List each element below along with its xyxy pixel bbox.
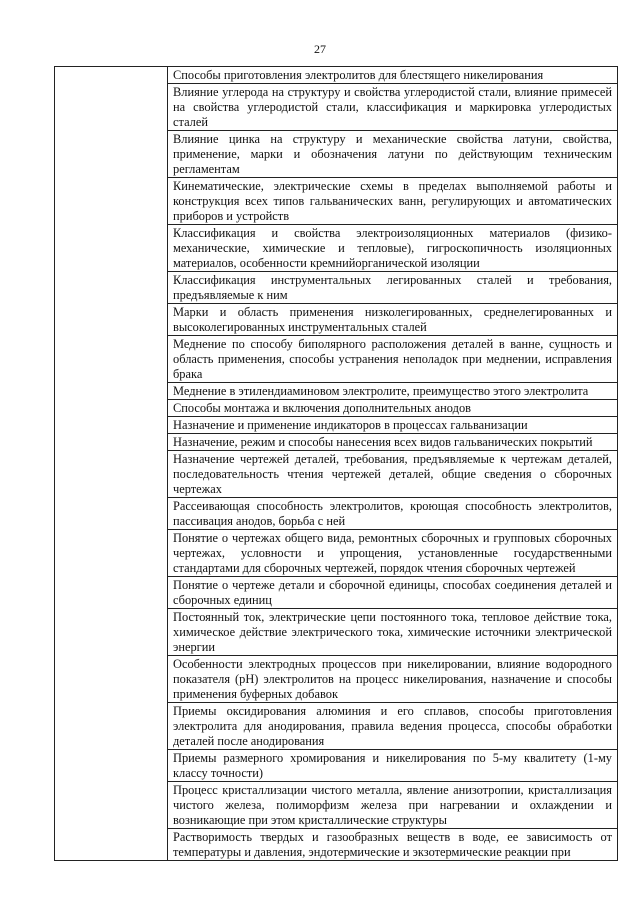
row-text: Приемы размерного хромирования и никелирования по 5-му квалитету (1-му классу точности) <box>173 751 612 780</box>
row-text: Постоянный ток, электрические цепи постоянного тока, тепловое действие тока, химическое действие электрического тока, химические источники электрической энергии <box>173 610 612 654</box>
row-text: Способы приготовления электролитов для блестящего никелирования <box>173 68 544 82</box>
table-cell <box>168 383 618 400</box>
row-text: Классификация инструментальных легированных сталей и требования, предъявляемые к ним <box>173 273 612 302</box>
row-text: Способы монтажа и включения дополнительных анодов <box>173 401 471 415</box>
table-cell <box>168 400 618 417</box>
row-text: Растворимость твердых и газообразных веществ в воде, ее зависимость от температуры и давления, эндотермические и экзотермические реакции при <box>173 830 612 859</box>
table-cell <box>168 498 618 530</box>
table-cell <box>168 656 618 703</box>
table-cell <box>168 417 618 434</box>
table-body <box>55 67 618 861</box>
row-text: Марки и область применения низколегированных, среднелегированных и высоколегированных инструментальных сталей <box>173 305 612 334</box>
row-text: Рассеивающая способность электролитов, кроющая способность электролитов, пассивация анодов, борьба с ней <box>173 499 612 528</box>
row-text: Влияние цинка на структуру и механические свойства латуни, свойства, применение, марки и обозначения латуни по действующим техническим регламентам <box>173 132 612 176</box>
row-text: Понятие о чертежах общего вида, ремонтных сборочных и групповых сборочных чертежах, условности и упрощения, установленные государственными стандартами для сборочных чертежей, порядок чтения сборочных чертежей <box>173 531 612 575</box>
row-text: Влияние углерода на структуру и свойства углеродистой стали, влияние примесей на свойства углеродистой стали, классификация и маркировка углеродистых сталей <box>173 85 612 129</box>
table-row <box>55 67 618 84</box>
row-text: Меднение по способу биполярного расположения деталей в ванне, сущность и область применения, способы устранения неполадок при меднении, исправления брака <box>173 337 612 381</box>
row-text: Назначение чертежей деталей, требования, предъявляемые к чертежам деталей, последовательность чтения чертежей деталей, общие сведения о сборочных чертежах <box>173 452 612 496</box>
table-cell <box>168 434 618 451</box>
table-cell <box>168 530 618 577</box>
table-cell <box>168 609 618 656</box>
table-cell <box>168 336 618 383</box>
row-text: Меднение в этилендиаминовом электролите, преимущество этого электролита <box>173 384 589 398</box>
table-cell <box>168 272 618 304</box>
empty-left-cell <box>55 67 168 861</box>
page-number: 27 <box>314 42 326 56</box>
table-cell <box>168 782 618 829</box>
requirements-table <box>54 66 618 861</box>
table-cell <box>168 750 618 782</box>
table-cell <box>168 67 618 84</box>
row-text: Назначение и применение индикаторов в процессах гальванизации <box>173 418 528 432</box>
table-cell <box>168 178 618 225</box>
table-cell <box>168 84 618 131</box>
row-text: Назначение, режим и способы нанесения всех видов гальванических покрытий <box>173 435 593 449</box>
row-text: Классификация и свойства электроизоляционных материалов (физико-механические, химические и тепловые), гигроскопичность изоляционных материалов, особенности кремнийорганической изоляции <box>173 226 612 270</box>
table-cell <box>168 304 618 336</box>
table-cell <box>168 131 618 178</box>
table-cell <box>168 703 618 750</box>
table-cell <box>168 451 618 498</box>
table-cell <box>168 225 618 272</box>
row-text: Кинематические, электрические схемы в пределах выполняемой работы и конструкция всех типов гальванических ванн, регулирующих и автоматических приборов и устройств <box>173 179 612 223</box>
table-cell <box>168 829 618 861</box>
table-cell <box>168 577 618 609</box>
row-text: Приемы оксидирования алюминия и его сплавов, способы приготовления электролита для анодирования, правила ведения процесса, способы обработки деталей после анодирования <box>173 704 612 748</box>
row-text: Особенности электродных процессов при никелировании, влияние водородного показателя (pH) электролитов на процесс никелирования, назначение и способы применения буферных добавок <box>173 657 612 701</box>
row-text: Процесс кристаллизации чистого металла, явление анизотропии, кристаллизация чистого железа, полиморфизм железа при нагревании и охлаждении и возникающие при этом кристаллические структуры <box>173 783 612 827</box>
row-text: Понятие о чертеже детали и сборочной единицы, способах соединения деталей и сборочных единиц <box>173 578 612 607</box>
